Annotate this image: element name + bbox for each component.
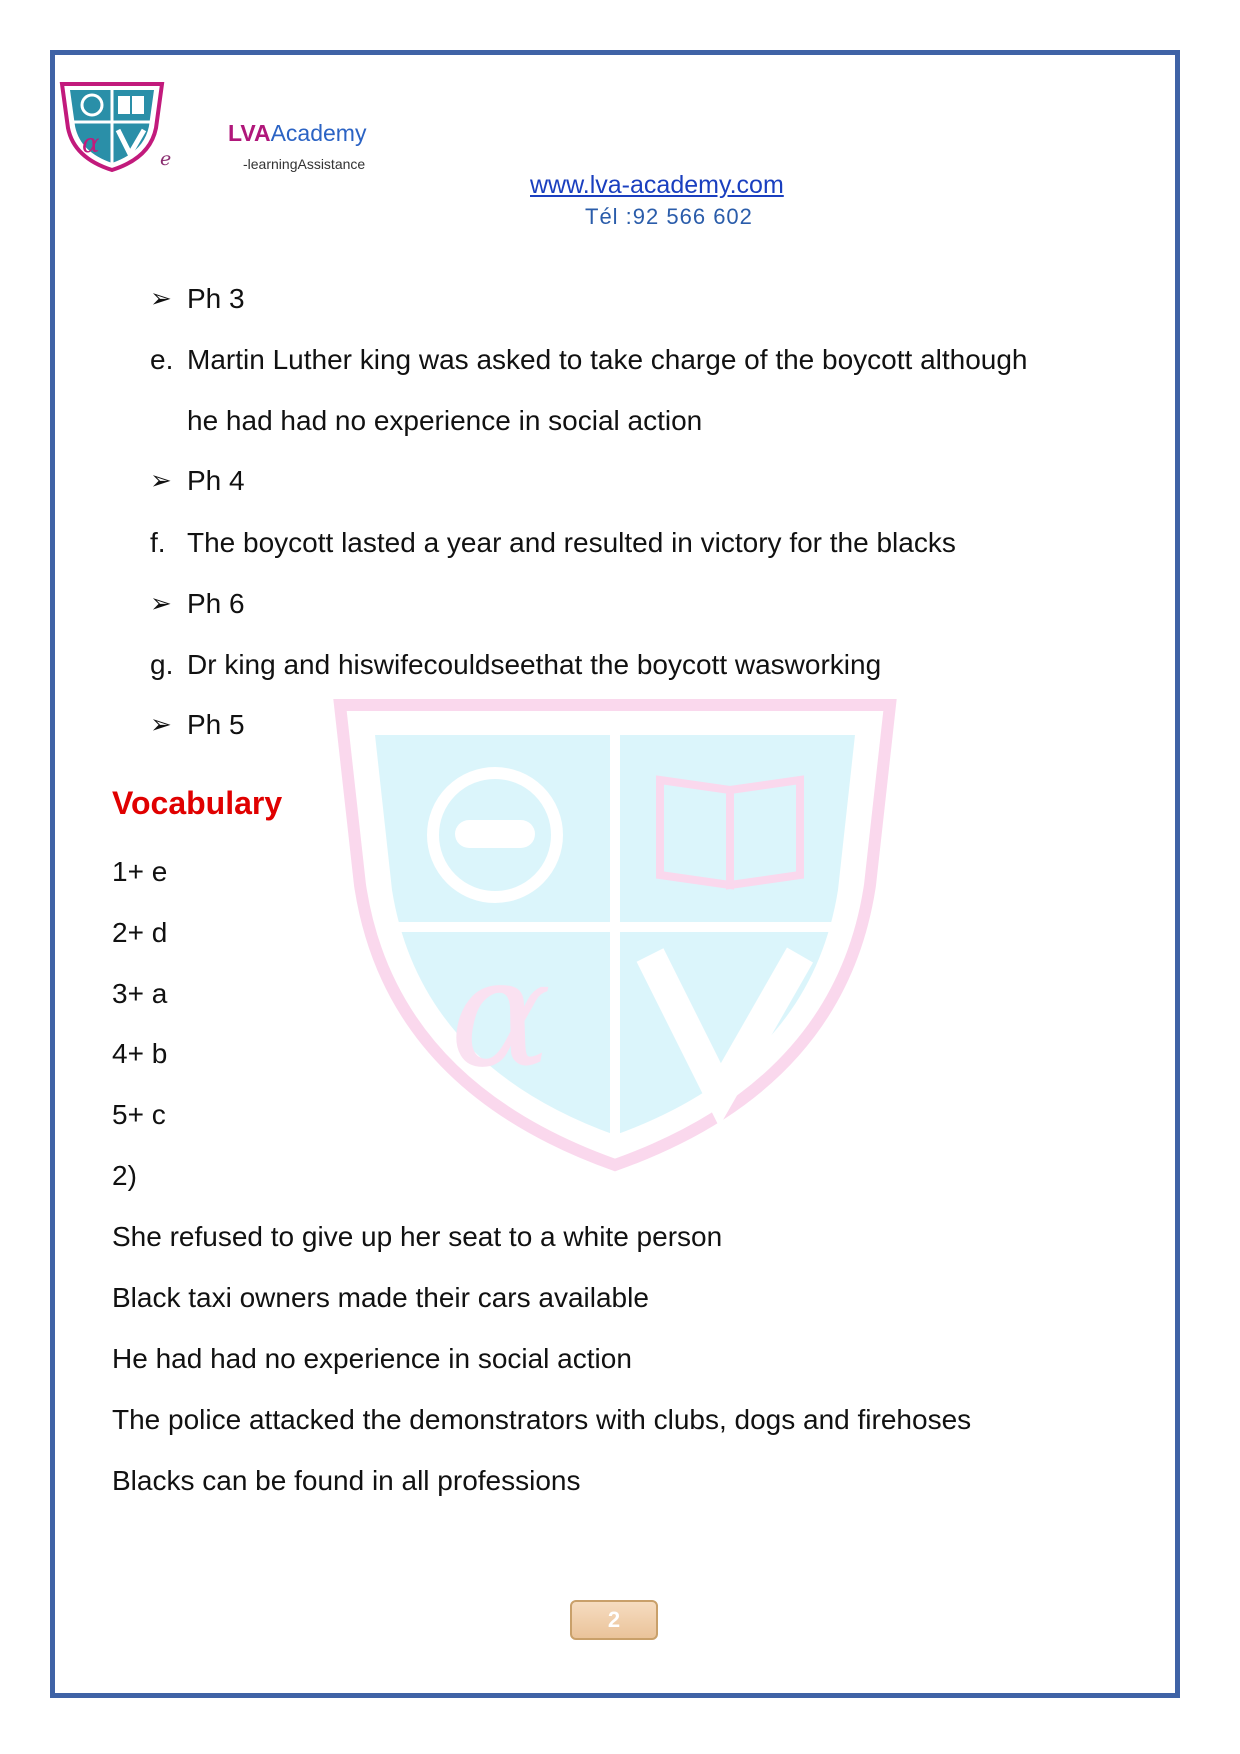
vocabulary-item: 1+ e [112,856,168,887]
list-item: Martin Luther king was asked to take charge of the boycott although [187,344,1028,375]
list-item: Ph 4 [187,465,245,496]
brand-name [228,120,366,147]
telephone-number: Tél :92 566 602 [585,204,753,229]
list-marker: e. [150,344,174,375]
logo-e-letter: e [160,148,172,170]
list-marker: g. [150,649,174,680]
vocabulary-item: 5+ c [112,1099,166,1130]
svg-text:α: α [450,927,552,1101]
list-item: The boycott lasted a year and resulted in victory for the blacks [187,527,956,558]
brand-tagline: -learningAssistance [243,156,366,172]
vocabulary-heading: Vocabulary [112,785,283,821]
list-item: Ph 6 [187,588,245,619]
list-item: Dr king and hiswifecouldseethat the boycott wasworking [187,649,882,680]
bullet-arrow-icon: ➢ [150,465,172,495]
answer-line: Black taxi owners made their cars available [112,1282,649,1313]
lva-logo-icon [58,80,166,172]
website-link[interactable]: www.lva-academy.com [530,171,784,199]
vocabulary-item: 3+ a [112,978,168,1009]
brand-lva: LVA [228,120,271,146]
bullet-arrow-icon: ➢ [150,588,172,618]
bullet-arrow-icon: ➢ [150,709,172,739]
list-marker: f. [150,527,166,558]
list-item: Ph 3 [187,283,245,314]
watermark-logo-icon [330,695,900,1175]
answer-line: Blacks can be found in all professions [112,1465,581,1496]
answer-line: The police attacked the demonstrators with clubs, dogs and firehoses [112,1404,972,1435]
list-item: Ph 5 [187,709,245,740]
svg-text:α: α [82,129,100,159]
bullet-arrow-icon: ➢ [150,283,172,313]
page-number-badge: 2 [570,1600,658,1640]
answer-line: He had had no experience in social action [112,1343,632,1374]
answer-line: She refused to give up her seat to a white person [112,1221,723,1252]
brand-academy: Academy [270,120,367,146]
list-item-continuation: he had had no experience in social action [187,405,703,436]
vocabulary-item: 4+ b [112,1038,168,1069]
section-number: 2) [112,1160,137,1191]
vocabulary-item: 2+ d [112,917,168,948]
